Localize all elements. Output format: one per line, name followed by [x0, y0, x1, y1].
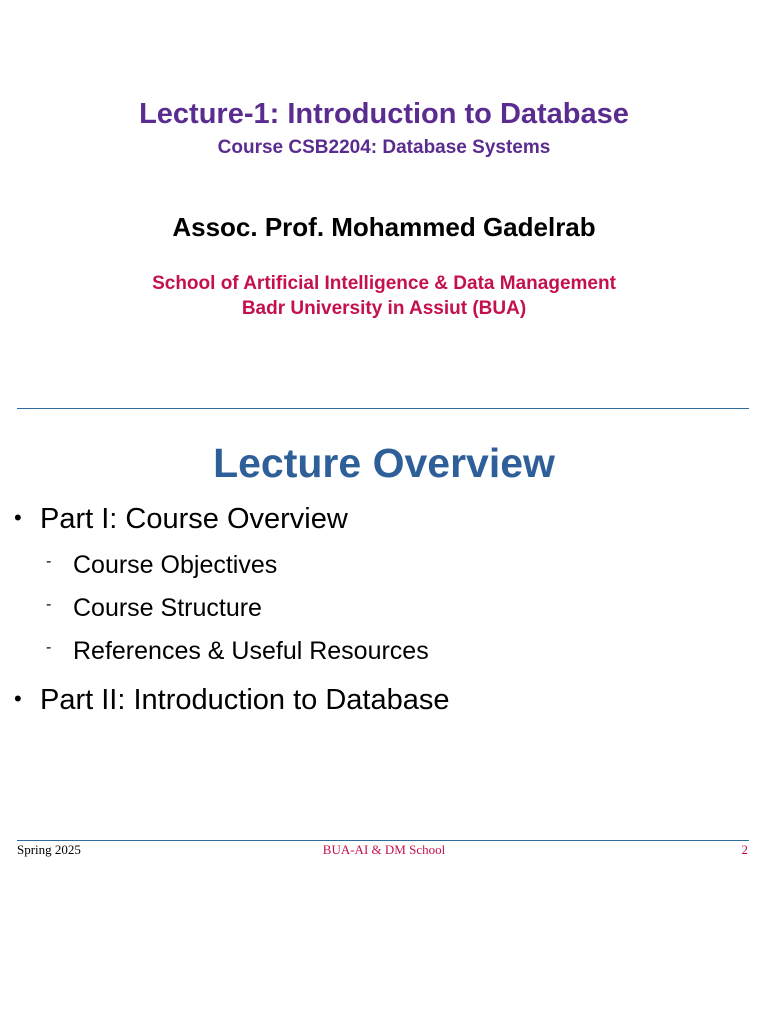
overview-title: Lecture Overview: [213, 440, 555, 486]
university-name: Badr University in Assiut (BUA): [241, 298, 527, 319]
bullet-icon: •: [14, 686, 22, 711]
bullet-icon: •: [14, 505, 22, 530]
slide-divider: [17, 408, 749, 409]
title-slide: [0, 0, 768, 400]
school-name: School of Artificial Intelligence & Data Management: [152, 273, 616, 294]
dash-icon: -: [46, 596, 52, 613]
page-number: 2: [741, 842, 748, 857]
footer-divider: [17, 840, 749, 841]
list-item-label: Part I: Course Overview: [40, 503, 348, 535]
list-item-label: Part II: Introduction to Database: [40, 684, 450, 716]
dash-icon: -: [46, 553, 52, 570]
author-name: Assoc. Prof. Mohammed Gadelrab: [172, 212, 596, 242]
footer-school: BUA-AI & DM School: [322, 842, 446, 857]
sub-list-item-label: Course Objectives: [73, 551, 278, 579]
course-title: Course CSB2204: Database Systems: [217, 137, 551, 158]
lecture-title: Lecture-1: Introduction to Database: [139, 98, 629, 130]
sub-list-item-label: References & Useful Resources: [73, 637, 429, 665]
dash-icon: -: [46, 639, 52, 656]
sub-list-item-label: Course Structure: [73, 594, 262, 622]
footer-date: Spring 2025: [17, 842, 81, 857]
